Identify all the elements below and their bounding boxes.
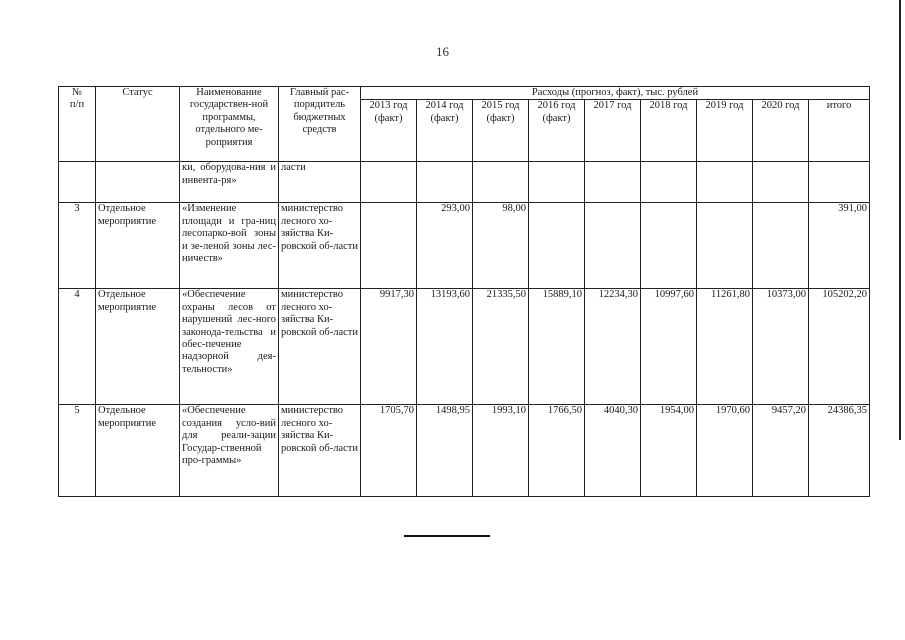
row-value [753,203,809,289]
row-value [529,162,585,203]
row-status: Отдельное мероприятие [96,405,180,497]
row-value [641,162,697,203]
end-of-table-rule [404,535,490,537]
row-name: «Обеспечение создания усло-вий для реали-зации Государ-ственной про-граммы» [180,405,279,497]
row-status [96,162,180,203]
row-total: 391,00 [809,203,870,289]
row-value: 1993,10 [473,405,529,497]
header-year: 2016 год (факт) [529,100,585,162]
scan-edge-line [899,0,901,440]
expenses-table [58,86,870,497]
row-value [361,203,417,289]
row-no: 5 [59,405,96,497]
row-value: 1766,50 [529,405,585,497]
header-year: 2013 год (факт) [361,100,417,162]
header-year: 2017 год [585,100,641,162]
table-row [59,405,870,497]
row-value [361,162,417,203]
row-value [585,162,641,203]
table-row [59,162,870,203]
row-value: 13193,60 [417,289,473,405]
row-value: 98,00 [473,203,529,289]
row-total [809,162,870,203]
row-value [753,162,809,203]
header-year: 2014 год (факт) [417,100,473,162]
table-row [59,289,870,405]
row-status: Отдельное мероприятие [96,203,180,289]
row-name: «Изменение площади и гра-ниц лесопарко-вой зоны и зе-леной зоны лес-ничеств» [180,203,279,289]
row-no: 4 [59,289,96,405]
row-status: Отдельное мероприятие [96,289,180,405]
table-row [59,203,870,289]
row-value: 1498,95 [417,405,473,497]
row-manager: министерство лесного хо-зяйства Ки-ровской об-ласти [279,405,361,497]
row-value: 21335,50 [473,289,529,405]
row-value: 1970,60 [697,405,753,497]
header-total: итого [809,100,870,162]
row-value [417,162,473,203]
page-number: 16 [436,44,449,59]
header-no: № п/п [59,87,96,162]
row-manager: министерство лесного хо-зяйства Ки-ровской об-ласти [279,203,361,289]
row-value [697,203,753,289]
row-total: 105202,20 [809,289,870,405]
row-value [641,203,697,289]
row-value [473,162,529,203]
header-year: 2020 год [753,100,809,162]
header-year: 2019 год [697,100,753,162]
header-expenses: Расходы (прогноз, факт), тыс. рублей [361,87,870,100]
row-value: 4040,30 [585,405,641,497]
header-status: Статус [96,87,180,162]
row-value: 10997,60 [641,289,697,405]
row-total: 24386,35 [809,405,870,497]
row-value: 1705,70 [361,405,417,497]
row-value: 10373,00 [753,289,809,405]
header-year: 2018 год [641,100,697,162]
row-value [697,162,753,203]
row-value: 293,00 [417,203,473,289]
header-name: Наименование государствен-ной программы, отдельного ме-роприятия [180,87,279,162]
row-value: 12234,30 [585,289,641,405]
row-no [59,162,96,203]
header-manager: Главный рас-порядитель бюджетных средств [279,87,361,162]
header-year: 2015 год (факт) [473,100,529,162]
row-value: 1954,00 [641,405,697,497]
row-manager: ласти [279,162,361,203]
row-name: ки, оборудова-ния и инвента-ря» [180,162,279,203]
row-value: 9457,20 [753,405,809,497]
row-manager: министерство лесного хо-зяйства Ки-ровской об-ласти [279,289,361,405]
row-value: 9917,30 [361,289,417,405]
row-value: 15889,10 [529,289,585,405]
row-no: 3 [59,203,96,289]
row-value [585,203,641,289]
row-value [529,203,585,289]
row-name: «Обеспечение охраны лесов от нарушений лес-ного законода-тельства и обес-печение надзорной дея-тельности» [180,289,279,405]
row-value: 11261,80 [697,289,753,405]
